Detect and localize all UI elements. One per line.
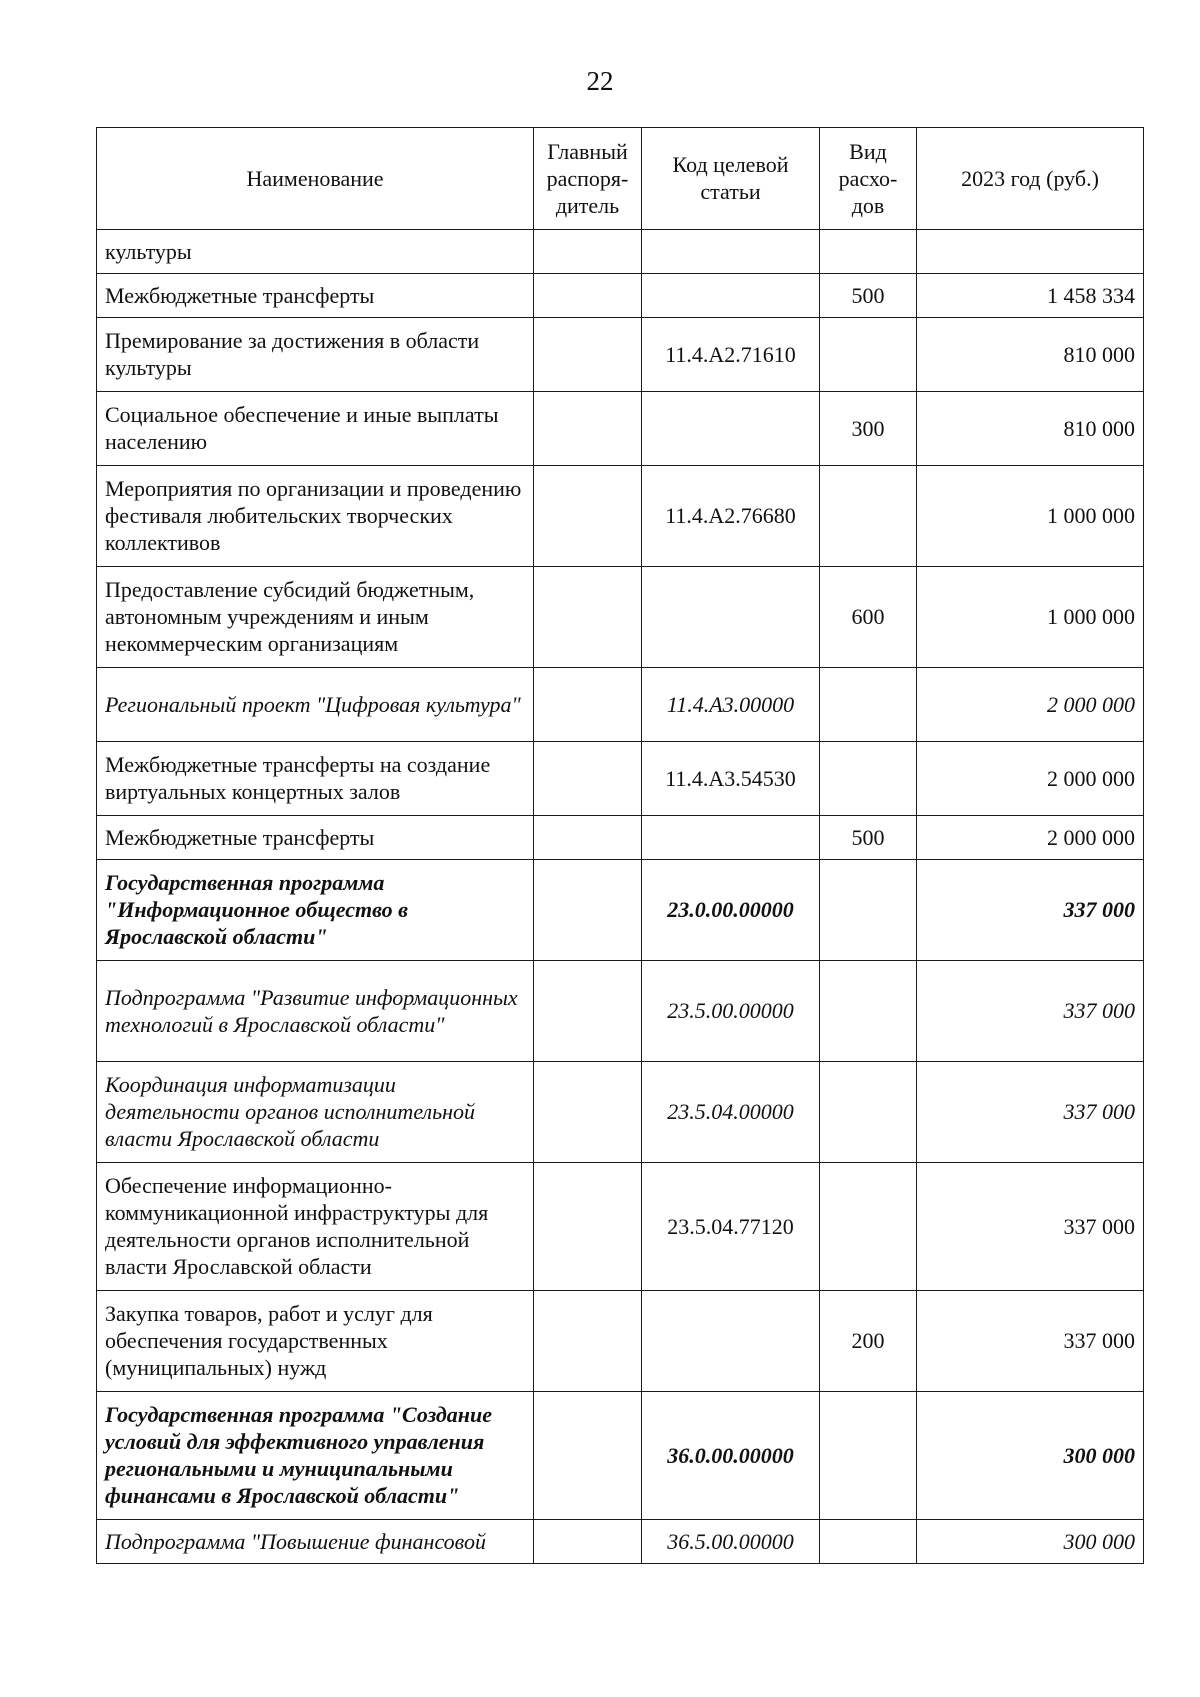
cell-amount: 2 000 000 xyxy=(917,816,1144,860)
cell-kind xyxy=(820,668,917,742)
table-row xyxy=(97,1062,1144,1163)
cell-kind: 600 xyxy=(820,567,917,668)
cell-code xyxy=(642,274,820,318)
table-row xyxy=(97,1163,1144,1291)
cell-amount: 810 000 xyxy=(917,392,1144,466)
cell-name: Социальное обеспечение и иные выплаты населению xyxy=(97,392,534,466)
cell-name: Координация информатизации деятельности органов исполнительной власти Ярославской области xyxy=(97,1062,534,1163)
cell-amount: 337 000 xyxy=(917,1291,1144,1392)
cell-kind: 200 xyxy=(820,1291,917,1392)
cell-grbs xyxy=(534,860,642,961)
cell-code xyxy=(642,567,820,668)
table-row xyxy=(97,961,1144,1062)
cell-grbs xyxy=(534,567,642,668)
table-body xyxy=(97,230,1144,1564)
cell-amount: 2 000 000 xyxy=(917,668,1144,742)
cell-name: Подпрограмма "Развитие информационных технологий в Ярославской области" xyxy=(97,961,534,1062)
cell-grbs xyxy=(534,1520,642,1564)
cell-grbs xyxy=(534,1062,642,1163)
cell-code: 11.4.А3.00000 xyxy=(642,668,820,742)
cell-name: Государственная программа "Информационное общество в Ярославской области" xyxy=(97,860,534,961)
cell-name: Предоставление субсидий бюджетным, автономным учреждениям и иным некоммерческим организациям xyxy=(97,567,534,668)
cell-kind xyxy=(820,1520,917,1564)
cell-grbs xyxy=(534,1392,642,1520)
cell-code xyxy=(642,392,820,466)
cell-code: 36.5.00.00000 xyxy=(642,1520,820,1564)
cell-code: 36.0.00.00000 xyxy=(642,1392,820,1520)
cell-amount: 810 000 xyxy=(917,318,1144,392)
table-row xyxy=(97,274,1144,318)
cell-grbs xyxy=(534,230,642,274)
cell-kind: 500 xyxy=(820,816,917,860)
table-row xyxy=(97,230,1144,274)
cell-kind xyxy=(820,1163,917,1291)
cell-amount: 1 000 000 xyxy=(917,466,1144,567)
table-row xyxy=(97,668,1144,742)
cell-amount: 1 000 000 xyxy=(917,567,1144,668)
cell-grbs xyxy=(534,742,642,816)
header-code: Код целевой статьи xyxy=(642,128,820,230)
cell-amount: 337 000 xyxy=(917,1163,1144,1291)
cell-kind xyxy=(820,1392,917,1520)
cell-name: Межбюджетные трансферты xyxy=(97,816,534,860)
cell-amount xyxy=(917,230,1144,274)
cell-kind xyxy=(820,466,917,567)
header-name: Наименование xyxy=(97,128,534,230)
cell-name: Мероприятия по организации и проведению фестиваля любительских творческих коллективов xyxy=(97,466,534,567)
cell-code: 11.4.А2.76680 xyxy=(642,466,820,567)
cell-name: культуры xyxy=(97,230,534,274)
table-row xyxy=(97,1392,1144,1520)
cell-amount: 337 000 xyxy=(917,1062,1144,1163)
cell-amount: 337 000 xyxy=(917,860,1144,961)
cell-code xyxy=(642,230,820,274)
header-amount: 2023 год (руб.) xyxy=(917,128,1144,230)
cell-name: Подпрограмма "Повышение финансовой xyxy=(97,1520,534,1564)
cell-grbs xyxy=(534,1291,642,1392)
cell-code: 11.4.А2.71610 xyxy=(642,318,820,392)
page-number: 22 xyxy=(586,66,614,96)
cell-grbs xyxy=(534,274,642,318)
cell-kind xyxy=(820,860,917,961)
cell-name: Региональный проект "Цифровая культура" xyxy=(97,668,534,742)
cell-code xyxy=(642,1291,820,1392)
table-row xyxy=(97,318,1144,392)
cell-kind xyxy=(820,961,917,1062)
cell-kind: 300 xyxy=(820,392,917,466)
header-grbs: Главный распоря-дитель xyxy=(534,128,642,230)
cell-amount: 1 458 334 xyxy=(917,274,1144,318)
cell-name: Межбюджетные трансферты xyxy=(97,274,534,318)
table-header-row xyxy=(97,128,1144,230)
budget-table xyxy=(96,127,1144,1564)
cell-code: 23.0.00.00000 xyxy=(642,860,820,961)
cell-kind: 500 xyxy=(820,274,917,318)
table-row xyxy=(97,567,1144,668)
cell-name: Межбюджетные трансферты на создание виртуальных концертных залов xyxy=(97,742,534,816)
cell-code: 23.5.04.00000 xyxy=(642,1062,820,1163)
table-row xyxy=(97,860,1144,961)
table-row xyxy=(97,392,1144,466)
cell-amount: 337 000 xyxy=(917,961,1144,1062)
cell-name: Премирование за достижения в области культуры xyxy=(97,318,534,392)
cell-grbs xyxy=(534,816,642,860)
cell-grbs xyxy=(534,961,642,1062)
cell-kind xyxy=(820,1062,917,1163)
table-row xyxy=(97,1520,1144,1564)
cell-amount: 300 000 xyxy=(917,1392,1144,1520)
cell-grbs xyxy=(534,318,642,392)
table-row xyxy=(97,1291,1144,1392)
header-kind: Вид расхо-дов xyxy=(820,128,917,230)
cell-code: 23.5.00.00000 xyxy=(642,961,820,1062)
cell-code: 11.4.А3.54530 xyxy=(642,742,820,816)
cell-grbs xyxy=(534,466,642,567)
cell-grbs xyxy=(534,668,642,742)
cell-code: 23.5.04.77120 xyxy=(642,1163,820,1291)
cell-grbs xyxy=(534,1163,642,1291)
cell-amount: 300 000 xyxy=(917,1520,1144,1564)
cell-name: Закупка товаров, работ и услуг для обеспечения государственных (муниципальных) нужд xyxy=(97,1291,534,1392)
cell-kind xyxy=(820,318,917,392)
cell-kind xyxy=(820,230,917,274)
cell-kind xyxy=(820,742,917,816)
cell-code xyxy=(642,816,820,860)
table-row xyxy=(97,742,1144,816)
cell-name: Государственная программа "Создание условий для эффективного управления региональными и муниципальными финансами в Ярославской области" xyxy=(97,1392,534,1520)
table-row xyxy=(97,816,1144,860)
cell-name: Обеспечение информационно-коммуникационной инфраструктуры для деятельности органов исполнительной власти Ярославской области xyxy=(97,1163,534,1291)
cell-grbs xyxy=(534,392,642,466)
table-row xyxy=(97,466,1144,567)
cell-amount: 2 000 000 xyxy=(917,742,1144,816)
